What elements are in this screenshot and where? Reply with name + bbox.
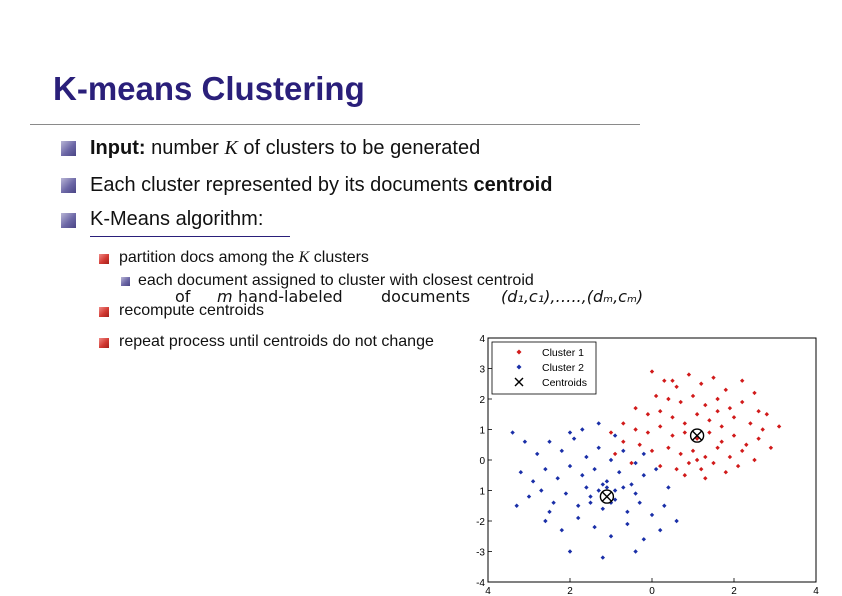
bullet-square-small-icon: [121, 277, 130, 286]
y-tick-label: 2: [479, 395, 485, 406]
partition-var-k: K: [298, 249, 310, 266]
scatter-chart: [456, 330, 826, 596]
legend-label: Cluster 1: [542, 347, 585, 359]
bullet-algorithm: K-Means algorithm:: [90, 208, 264, 230]
overlay-pairs: (d₁,c₁),…..,(dₘ,cₘ): [501, 287, 644, 306]
partition-post: clusters: [313, 249, 369, 266]
sub-bullet-repeat: repeat process until centroids do not change: [119, 333, 434, 350]
overlay-documents: documents: [381, 287, 471, 306]
overlay-of: of: [175, 287, 191, 306]
legend-label: Centroids: [542, 377, 587, 389]
y-tick-label: 0: [479, 456, 485, 467]
x-tick-label: 2: [731, 586, 737, 596]
y-tick-label: 4: [479, 334, 485, 345]
x-tick-label: 2: [567, 586, 573, 596]
bullet-square-icon: [61, 178, 76, 193]
bullet-red-icon: [99, 307, 109, 317]
title-divider: [30, 124, 640, 125]
overlay-hand-labeled: hand-labeled: [238, 287, 343, 306]
y-tick-label: 1: [479, 425, 485, 437]
input-var-k: K: [224, 137, 238, 159]
centroid-bold: centroid: [473, 174, 553, 196]
bullet-red-icon: [99, 254, 109, 264]
bullet-centroid: [90, 174, 552, 197]
sub-sub-bullet-assign: each document assigned to cluster with closest centroid: [138, 272, 534, 289]
legend-label: Cluster 2: [542, 362, 585, 374]
input-text-pre: number: [151, 137, 219, 159]
overlay-m: m: [217, 287, 233, 306]
bullet-red-icon: [99, 338, 109, 348]
y-tick-label: -3: [476, 547, 485, 559]
bullet-square-icon: [61, 213, 76, 228]
slide-title: K-means Clustering: [53, 70, 365, 107]
x-tick-label: 4: [485, 586, 491, 596]
input-label: Input:: [90, 137, 146, 159]
algorithm-underline: [90, 236, 290, 237]
input-text-post: of clusters to be generated: [243, 137, 481, 159]
y-tick-label: -2: [476, 517, 485, 528]
y-tick-label: 3: [479, 364, 485, 376]
sub-bullet-partition: [119, 249, 369, 267]
y-tick-label: 1: [479, 486, 485, 498]
bullet-input: [90, 137, 480, 160]
x-tick-label: 4: [813, 586, 819, 596]
y-tick-label: -4: [476, 578, 485, 589]
centroid-text: Each cluster represented by its documents: [90, 174, 468, 196]
bullet-square-icon: [61, 141, 76, 156]
x-tick-label: 0: [649, 586, 655, 596]
partition-pre: partition docs among the: [119, 249, 295, 266]
sub-bullet-recompute: recompute centroids: [119, 302, 264, 319]
legend: [492, 342, 596, 394]
